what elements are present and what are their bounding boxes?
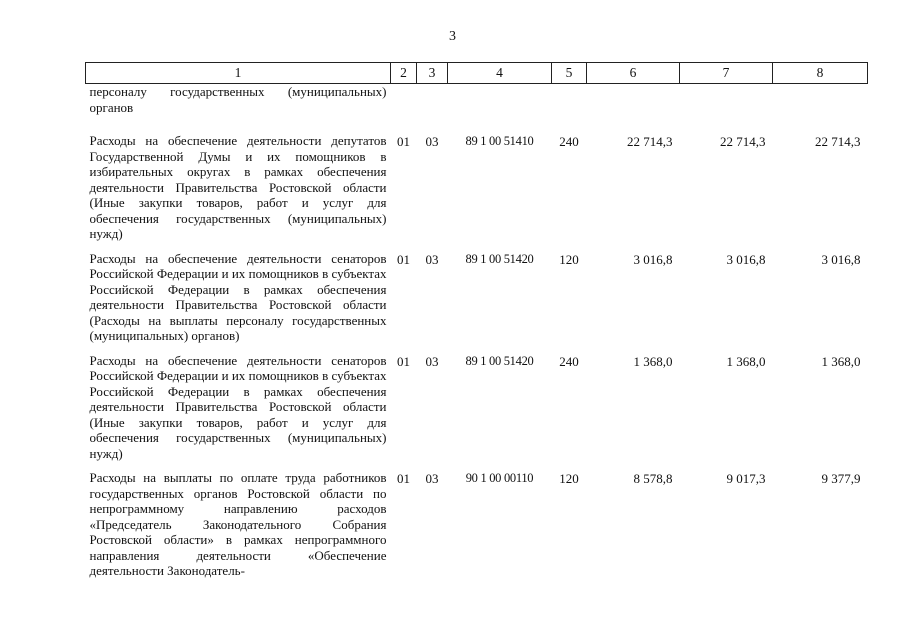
header-col-4: 4 <box>448 63 552 84</box>
row-amount-year1: 1 368,0 <box>633 353 673 369</box>
row-section: 01 <box>397 134 410 149</box>
row-description: персоналу государственных (муниципальных) органов <box>89 84 387 115</box>
row-description: Расходы на обеспечение деятельности сенаторов Российской Федерации и их помощников в субъектах Российской Федерации в рамках обеспечения деятельности Правительства Ростовской области (Иные закупки товаров, работ и услуг для обеспечения государственных (муниципальных) нужд) <box>89 352 387 461</box>
row-amount-year1: 3 016,8 <box>633 251 673 267</box>
table-row <box>86 84 868 133</box>
header-col-8: 8 <box>773 63 868 84</box>
row-description: Расходы на обеспечение деятельности депутатов Государственной Думы и их помощников в избирательных округах в рамках обеспечения деятельности Правительства Ростовской области (Иные закупки товаров, работ и услуг для обеспечения государственных (муниципальных) нужд) <box>89 133 387 241</box>
row-expense-type: 120 <box>559 251 579 267</box>
header-col-5: 5 <box>552 63 587 84</box>
table-row <box>86 469 868 579</box>
row-description: Расходы на выплаты по оплате труда работников государственных органов Ростовской области по непрограммному направлению расходов «Председатель Законодательного Собрания Ростовской области» в рамках непрограммного направления деятельности «Обеспечение деятельности Законодатель- <box>89 470 387 578</box>
row-subsection: 03 <box>425 134 439 149</box>
row-target-article <box>448 84 552 133</box>
row-subsection: 03 <box>425 353 439 369</box>
page-number: 3 <box>449 29 456 44</box>
row-amount-year2 <box>680 84 773 133</box>
table-row <box>86 352 868 470</box>
header-row <box>86 63 868 84</box>
row-section: 01 <box>397 251 410 267</box>
row-amount-year2: 1 368,0 <box>726 353 766 369</box>
row-amount-year3: 1 368,0 <box>821 353 861 369</box>
header-col-1: 1 <box>86 63 391 84</box>
row-description: Расходы на обеспечение деятельности сенаторов Российской Федерации и их помощников в субъектах Российской Федерации в рамках обеспечения деятельности Правительства Ростовской области (Расходы на выплаты персоналу государственных (муниципальных) органов) <box>89 250 387 343</box>
row-target-article: 89 1 00 51420 <box>465 251 534 266</box>
header-col-3: 3 <box>417 63 448 84</box>
row-expense-type: 240 <box>559 353 579 369</box>
header-col-7: 7 <box>680 63 773 84</box>
row-amount-year3: 3 016,8 <box>821 251 861 267</box>
row-target-article: 90 1 00 00110 <box>465 471 534 485</box>
row-target-article: 89 1 00 51420 <box>465 353 534 368</box>
row-subsection: 03 <box>425 471 439 486</box>
row-expense-type: 240 <box>559 134 579 149</box>
row-amount-year1: 22 714,3 <box>627 134 673 149</box>
table-row <box>86 132 868 250</box>
header-col-2: 2 <box>391 63 417 84</box>
row-subsection: 03 <box>425 251 439 267</box>
row-amount-year1: 8 578,8 <box>633 471 673 486</box>
table-row <box>86 250 868 352</box>
row-subsection <box>417 84 448 133</box>
row-amount-year1 <box>587 84 680 133</box>
budget-table <box>85 62 868 579</box>
row-amount-year2: 22 714,3 <box>720 134 766 149</box>
row-section: 01 <box>397 353 410 369</box>
row-section: 01 <box>397 471 410 486</box>
row-amount-year2: 3 016,8 <box>726 251 766 267</box>
row-amount-year3 <box>773 84 868 133</box>
row-section <box>391 84 417 133</box>
row-amount-year3: 22 714,3 <box>815 134 861 149</box>
row-expense-type <box>552 84 587 133</box>
header-col-6: 6 <box>587 63 680 84</box>
row-target-article: 89 1 00 51410 <box>465 134 534 148</box>
row-expense-type: 120 <box>559 471 579 486</box>
row-amount-year3: 9 377,9 <box>821 471 861 486</box>
row-amount-year2: 9 017,3 <box>726 471 766 486</box>
